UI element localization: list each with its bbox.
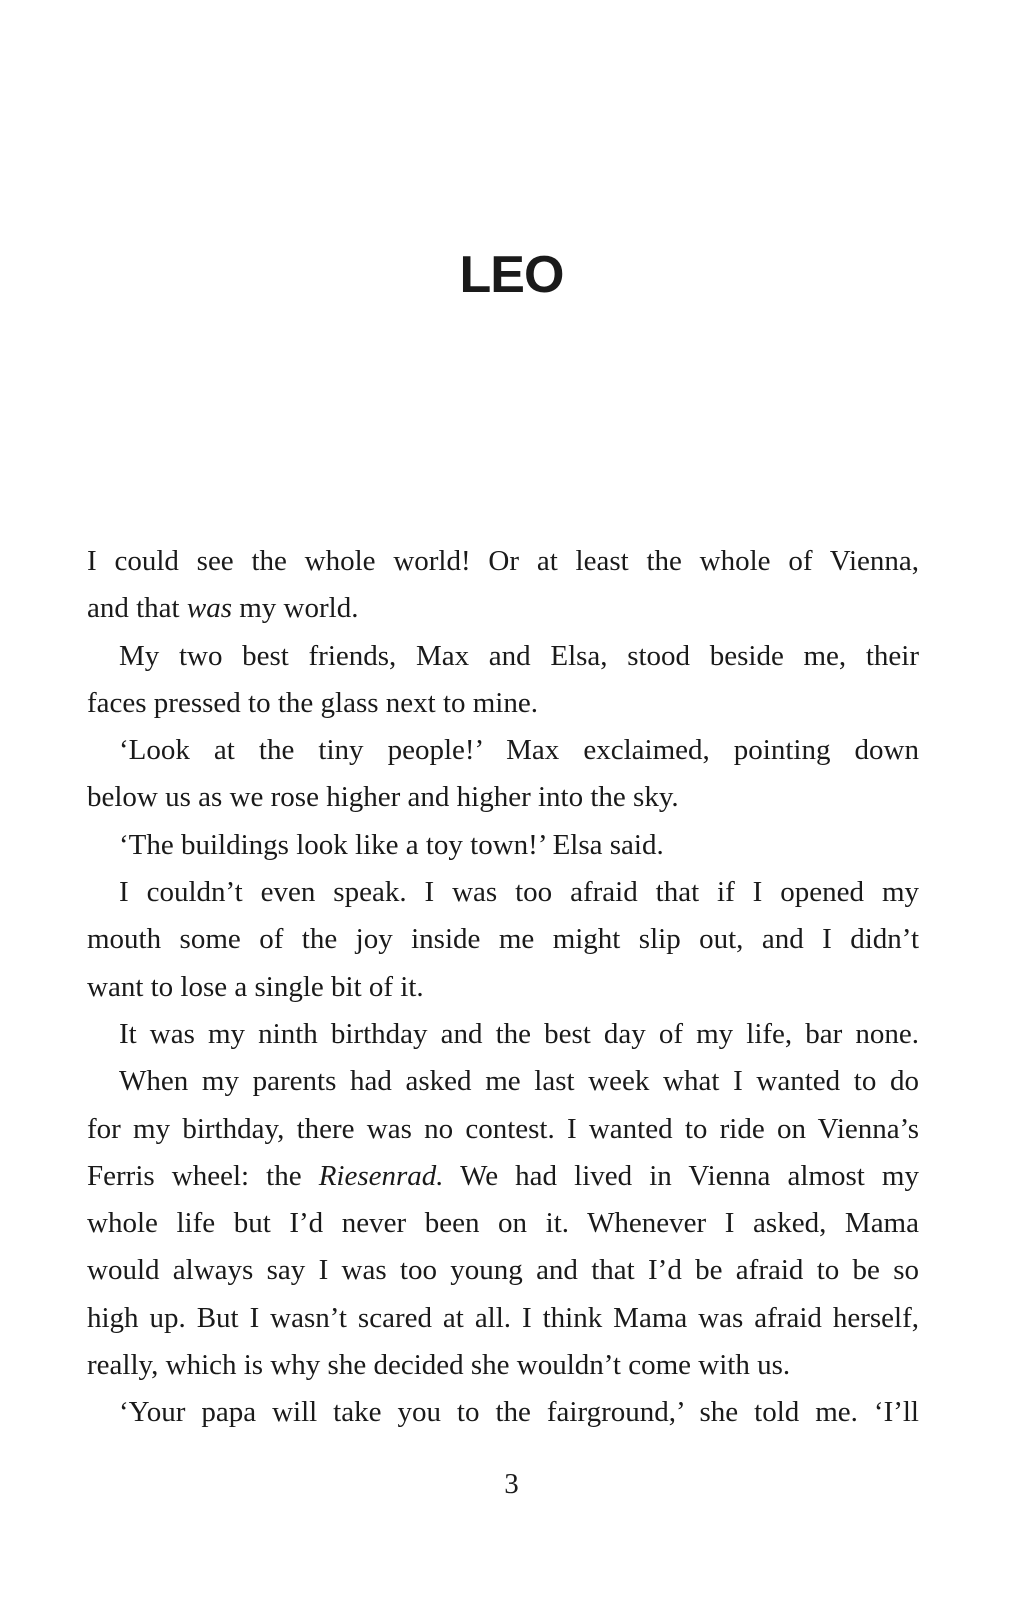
text-line: I could see the whole world! Or at least the whole of Vienna, [87, 545, 919, 577]
text-line [87, 1153, 919, 1200]
text-line: want to lose a single bit of it. [87, 970, 424, 1003]
text-line: I couldn’t even speak. I was too afraid that if I opened my [119, 876, 919, 909]
text-line: whole life but I’d never been on it. Whenever I asked, Mama [87, 1207, 919, 1240]
italic-text-run: Riesenrad. [318, 1159, 444, 1192]
italic-text-run: was [186, 592, 232, 625]
text-line: really, which is why she decided she wouldn’t come with us. [87, 1349, 791, 1382]
text-run: my world. [232, 592, 359, 625]
text-line: My two best friends, Max and Elsa, stood beside me, their [119, 639, 919, 672]
text-run: We had lived in Vienna almost my [443, 1159, 919, 1192]
text-line: for my birthday, there was no contest. I wanted to ride on Vienna’s [87, 1112, 919, 1145]
text-line: faces pressed to the glass next to mine. [87, 686, 538, 719]
text-line: high up. But I wasn’t scared at all. I think Mama was afraid herself, [87, 1301, 919, 1334]
text-run: and that [87, 592, 187, 625]
text-line [87, 585, 919, 632]
text-line: mouth some of the joy inside me might slip out, and I didn’t [87, 923, 919, 956]
text-line: ‘The buildings look like a toy town!’ Elsa said. [119, 828, 664, 861]
text-line: ‘Your papa will take you to the fairground,’ she told me. ‘I’ll [119, 1396, 919, 1429]
text-line: would always say I was too young and that I’d be afraid to be so [87, 1254, 919, 1287]
chapter-title: LEO [459, 246, 564, 304]
text-line: When my parents had asked me last week what I wanted to do [119, 1065, 919, 1098]
text-line: ‘Look at the tiny people!’ Max exclaimed, pointing down [119, 734, 919, 767]
text-line: below us as we rose higher and higher into the sky. [87, 781, 679, 814]
body-text [87, 538, 919, 1437]
text-run: Ferris wheel: the [87, 1159, 319, 1192]
text-line: It was my ninth birthday and the best day of my life, bar none. [119, 1017, 919, 1050]
page-number: 3 [504, 1468, 519, 1500]
